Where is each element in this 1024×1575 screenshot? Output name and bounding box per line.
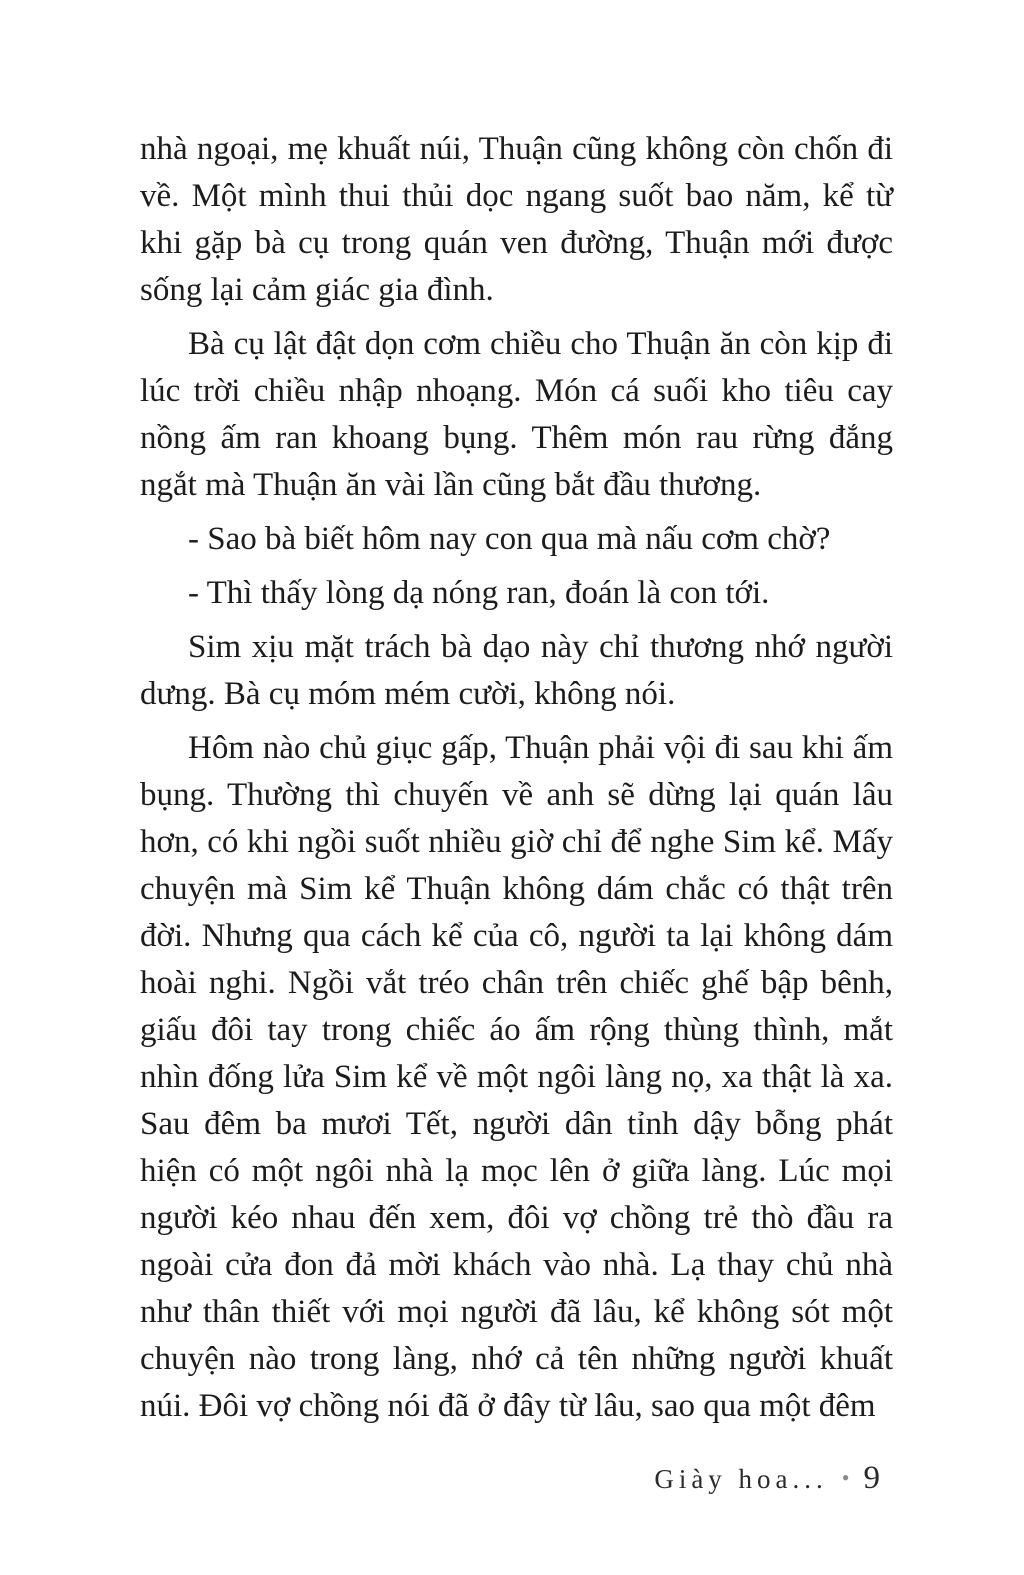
page-footer — [654, 1460, 880, 1497]
running-title: Giày hoa... — [654, 1464, 828, 1494]
body-paragraph: Sim xịu mặt trách bà dạo này chỉ thương nhớ người dưng. Bà cụ móm mém cười, không nói. — [140, 629, 893, 712]
body-paragraph: Bà cụ lật đật dọn cơm chiều cho Thuận ăn còn kịp đi lúc trời chiều nhập nhoạng. Món cá suối kho tiêu cay nồng ấm ran khoang bụng. Thêm món rau rừng đắng ngắt mà Thuận ăn vài lần cũng bắt đầu thương. — [140, 326, 893, 503]
body-paragraph: nhà ngoại, mẹ khuất núi, Thuận cũng không còn chốn đi về. Một mình thui thủi dọc ngang suốt bao năm, kể từ khi gặp bà cụ trong quán ven đường, Thuận mới được sống lại cảm giác gia đình. — [140, 131, 893, 308]
body-text-block — [140, 126, 893, 1437]
body-paragraph: - Thì thấy lòng dạ nóng ran, đoán là con tới. — [188, 575, 770, 611]
body-paragraph: Hôm nào chủ giục gấp, Thuận phải vội đi sau khi ấm bụng. Thường thì chuyến về anh sẽ dừng lại quán lâu hơn, có khi ngồi suốt nhiều giờ chỉ để nghe Sim kể. Mấy chuyện mà Sim kể Thuận không dám chắc có thật trên đời. Nhưng qua cách kể của cô, người ta lại không dám hoài nghi. Ngồi vắt tréo chân trên chiếc ghế bập bênh, giấu đôi tay trong chiếc áo ấm rộng thùng thình, mắt nhìn đống lửa Sim kể về một ngôi làng nọ, xa thật là xa. Sau đêm ba mươi Tết, người dân tỉnh dậy bỗng phát hiện có một ngôi nhà lạ mọc lên ở giữa làng. Lúc mọi người kéo nhau đến xem, đôi vợ chồng trẻ thò đầu ra ngoài cửa đon đả mời khách vào nhà. Lạ thay chủ nhà như thân thiết với mọi người đã lâu, kể không sót một chuyện nào trong làng, nhớ cả tên những người khuất núi. Đôi vợ chồng nói đã ở đây từ lâu, sao qua một đêm — [140, 730, 893, 1424]
page-number: 9 — [863, 1460, 880, 1496]
body-paragraph: - Sao bà biết hôm nay con qua mà nấu cơm chờ? — [188, 521, 831, 557]
footer-separator-dot: • — [841, 1465, 850, 1490]
